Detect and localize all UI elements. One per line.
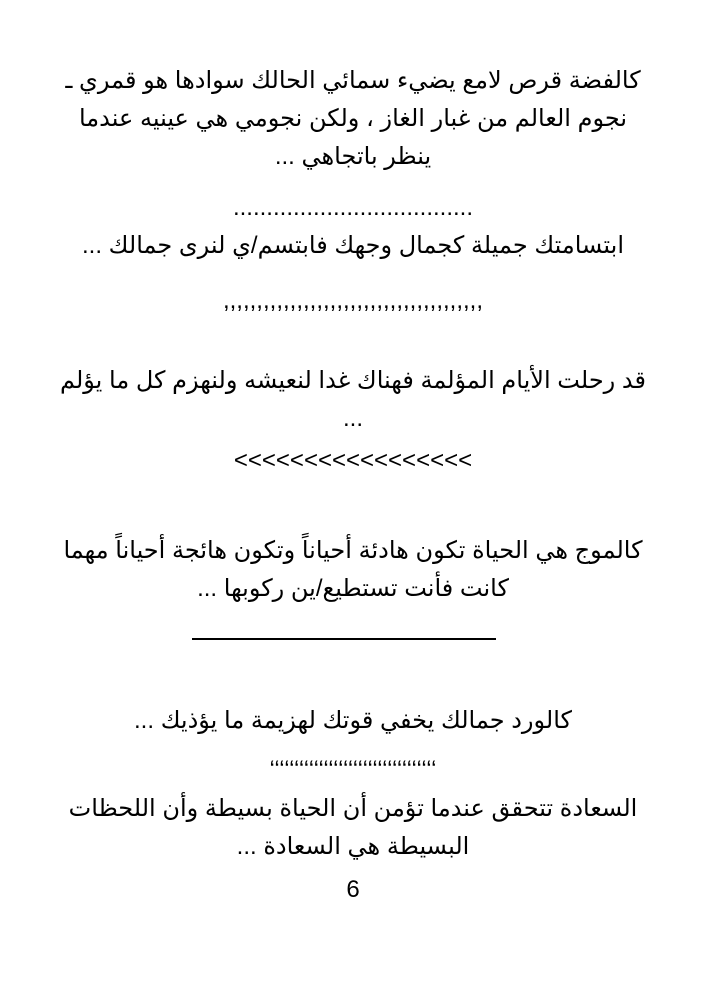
paragraph-rose: كالورد جمالك يخفي قوتك لهزيمة ما يؤذيك ... [134,707,572,734]
paragraph-painful-days: قد رحلت الأيام المؤلمة فهناك غدا لنعيشه ولنهزم كل ما يؤلم ... [60,367,646,432]
separator-underline [192,638,496,640]
page-number: 6 [346,876,360,903]
paragraph-moon: كالفضة قرص لامع يضيء سمائي الحالك سوادها هو قمري ـ نجوم العالم من غبار الغاز ، ولكن نجومي هي عينيه عندما ينظر باتجاهي ... [65,67,641,170]
paragraph-wave: كالموج هي الحياة تكون هادئة أحياناً وتكون هائجة أحياناً مهما كانت فأنت تستطيع/ين ركوبها ... [63,537,643,602]
paragraph-happiness: السعادة تتحقق عندما تؤمن أن الحياة بسيطة وأن اللحظات البسيطة هي السعادة ... [68,795,638,860]
separator-commas: ,,,,,,,,,,,,,,,,,,,,,,,,,,,,,,,,,,,,,,, [222,287,484,314]
separator-quotes: ‘‘‘‘‘‘‘‘‘‘‘‘‘‘‘‘‘‘‘‘‘‘‘‘‘‘‘‘‘‘‘‘‘‘ [269,756,437,783]
paragraph-smile: ابتسامتك جميلة كجمال وجهك فابتسم/ي لنرى جمالك ... [81,232,625,259]
separator-chevrons: <<<<<<<<<<<<<<<<< [233,447,473,474]
separator-dots: .................................... [232,194,474,221]
